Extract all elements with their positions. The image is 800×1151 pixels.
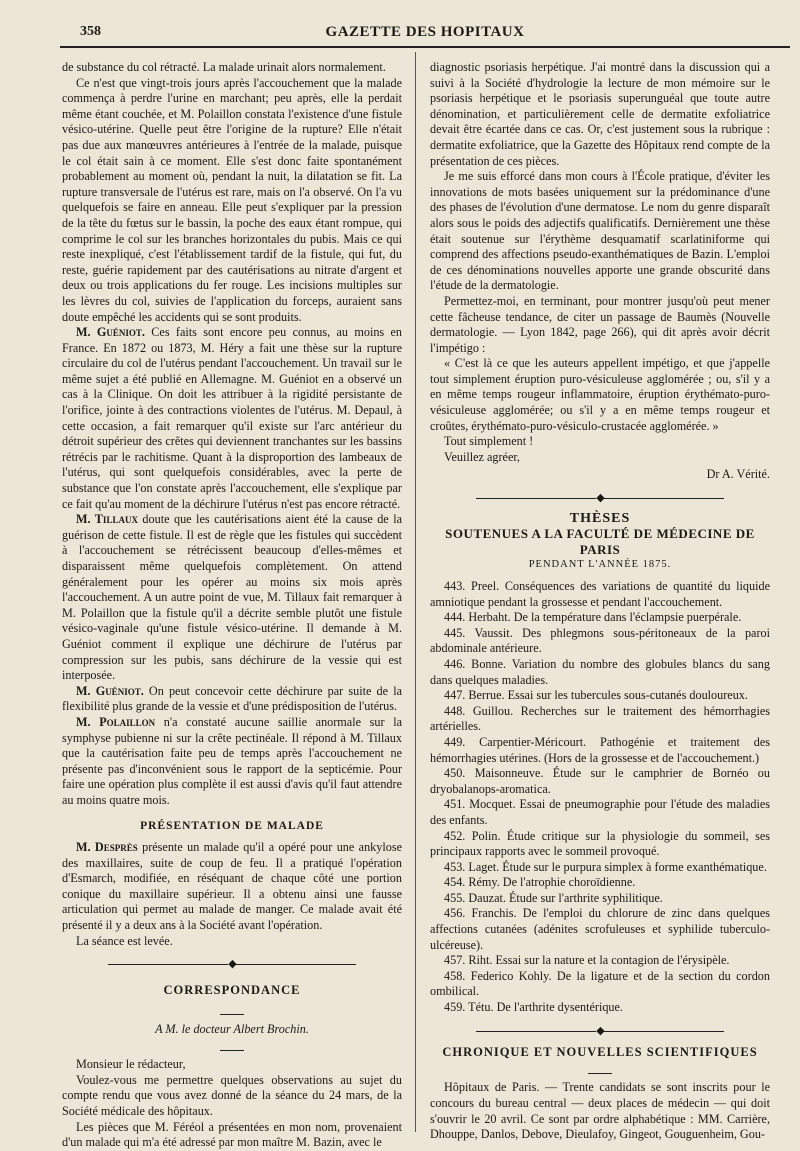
paragraph bbox=[62, 684, 402, 715]
list-item: 445. Vaussit. Des phlegmons sous-péritoneaux de la paroi abdominale antérieure. bbox=[430, 625, 770, 656]
paragraph: Les pièces que M. Féréol a présentées en mon nom, provenaient d'un malade qui m'a été adressé par mon maître M. Bazin, avec le bbox=[62, 1119, 402, 1150]
list-item: 452. Polin. Étude critique sur la physiologie du sommeil, ses principaux rapports avec le sommeil provoqué. bbox=[430, 828, 770, 859]
list-item: 455. Dauzat. Étude sur l'arthrite syphilitique. bbox=[444, 890, 663, 905]
paragraph: La séance est levée. bbox=[76, 933, 173, 948]
paragraph bbox=[62, 325, 402, 512]
paragraph: Voulez-vous me permettre quelques observations au sujet du compte rendu que vous avez donné de la séance du 24 mars, de la Société médicale des hôpitaux. bbox=[62, 1072, 402, 1118]
paragraph: diagnostic psoriasis herpétique. J'ai montré dans la discussion qui a suivi à la Société d'hydrologie la lecture de mon mémoire sur le psoriasis herpétique et le psoriasis superunguéal que toute autre dénomination, et particulièrement celle de dermatite exfoliatrice devait être écartée dans ce cas. Or, c'est justement sous la rubrique : dermatite exfoliatrice, que la Gazette des Hôpitaux rend compte de la présentation de ces pièces. bbox=[430, 60, 770, 168]
list-item: 449. Carpentier-Méricourt. Pathogénie et traitement des hémorrhagies utérines. (Hors de la grossesse et de l'accouchement.) bbox=[430, 734, 770, 765]
paragraph bbox=[62, 715, 402, 809]
paragraph-text: Ces faits sont encore peu connus, au moins en France. En 1872 ou 1873, M. Héry a fait une thèse sur la rupture circulaire du col de l'utérus pendant l'accouchement. Un travail sur le même sujet a été publié en Allemagne. M. Guéniot en a observé un cas à la Clinique. On doit les attribuer à la rigidité persistante de l'orifice, jointe à des contractions violentes de l'utérus. M. Depaul, à cette occasion, a fait remarquer qu'il existe sur l'arc antérieur du détroit supérieur des crêtes qui deviennent tranchantes sur les bassins rétrécis par le rachitisme. Quant à la disproportion des lambeaux de l'utérus, qui sont quelquefois considérables, avec la perte de substance que l'on constate après l'accouchement, elle s'explique par ce fait qu'au moment de la déchirure l'utérus n'est pas encore rétracté. bbox=[62, 325, 403, 511]
paragraph bbox=[62, 512, 402, 684]
paragraph: Je me suis efforcé dans mon cours à l'École pratique, d'éviter les innovations de mots basées uniquement sur la prédominance d'une des phases de l'évolution d'une dermatose. Le nom du genre disparaît alors sous le poids des adjectifs qualificatifs. Dernièrement une thèse était soutenue sur l'érythème desquamatif scarlatiniforme qui comprend des affections pseudo-exanthématiques de Bazin. L'emploi de ces dénominations nouvelles apporte une grande obscurité dans l'étude de la dermatologie. bbox=[430, 169, 770, 293]
list-item: 457. Riht. Essai sur la nature et la contagion de l'érysipèle. bbox=[444, 953, 730, 968]
list-item: 458. Federico Kohly. De la ligature et de la section du cordon ombilical. bbox=[430, 968, 770, 999]
paragraph bbox=[62, 840, 402, 934]
short-rule bbox=[430, 1063, 770, 1079]
section-year: PENDANT L'ANNÉE 1875. bbox=[528, 559, 672, 571]
paragraph-text: doute que les cautérisations aient été la cause de la guérison de cette fistule. Il est de règle que les fistules qui succèdent à l'accouchement se rétrécissent beaucoup d'elles-mêmes et disparaissent même quelquefois complètement. On attend généralement pour les opérer au moins six mois après l'accouchement. A un autre point de vue, M. Tillaux fait remarquer à M. Polaillon que la fistule qu'il a décrite semble plutôt une fistule vésico-vaginale qu'une fistule vésico-utérine. Il demande à M. Guéniot comment il explique une déchirure de l'utérus par compression sur les pubis, sans déchirure de la vessie qui est interposée. bbox=[62, 512, 402, 683]
paragraph: Permettez-moi, en terminant, pour montrer jusqu'où peut mener cette fâcheuse tendance, de citer un passage de Baumès (Nouvelle dermatologie. — Lyon 1842, page 266), qui dit après avoir décrit l'impétigo : bbox=[430, 293, 770, 355]
left-column bbox=[62, 60, 402, 1151]
section-heading: PRÉSENTATION DE MALADE bbox=[140, 819, 324, 832]
list-item: 447. Berrue. Essai sur les tubercules sous-cutanés douloureux. bbox=[444, 688, 748, 703]
speaker-name: M. Polaillon bbox=[76, 714, 156, 729]
list-item: 454. Rémy. De l'atrophie choroïdienne. bbox=[444, 875, 636, 890]
section-subheading: SOUTENUES A LA FACULTÉ DE MÉDECINE DE PARIS bbox=[445, 526, 755, 557]
paragraph-text: n'a constaté aucune saillie anormale sur la symphyse pubienne ni sur la crête pectinéale. Il répond à M. Tillaux que la cautérisation faite peu de temps après l'accouchement ne présente pas d'inconvénient sous le rapport de la septicémie. Pour faire une opération plus complète il est aussi d'avis qu'il faut attendre au moins quatre mois. bbox=[62, 714, 402, 807]
speaker-name: M. Desprès bbox=[76, 840, 138, 855]
list-item: 443. Preel. Conséquences des variations de quantité du liquide amniotique pendant la grossesse et pendant l'accouchement. bbox=[430, 579, 770, 609]
list-item: 459. Tétu. De l'arthrite dysentérique. bbox=[444, 1000, 623, 1015]
paragraph: Tout simplement ! bbox=[444, 434, 534, 449]
speaker-name: M. Tillaux bbox=[76, 512, 138, 527]
column-divider bbox=[415, 52, 416, 1132]
speaker-name: M. Guéniot. bbox=[76, 325, 145, 340]
list-item: 450. Maisonneuve. Étude sur le camphrier de Bornéo ou dryobalanops-aromatica. bbox=[430, 766, 770, 796]
paragraph: Veuillez agréer, bbox=[444, 449, 520, 464]
section-heading: CHRONIQUE ET NOUVELLES SCIENTIFIQUES bbox=[442, 1045, 758, 1060]
list-item: 451. Mocquet. Essai de pneumographie pour l'étude des maladies des enfants. bbox=[430, 797, 770, 827]
letter-address: A M. le docteur Albert Brochin. bbox=[155, 1022, 309, 1037]
list-item: 456. Franchis. De l'emploi du chlorure de zinc dans quelques affections cutanées (adénites scrofuleuses et syphilide tuberculo-ulcéreuse). bbox=[430, 906, 770, 952]
page-number: 358 bbox=[80, 24, 101, 39]
paragraph-text: On peut concevoir cette déchirure par suite de la flexibilité plus grande de la vessie et d'une prédisposition de l'utérus. bbox=[62, 683, 402, 714]
paragraph: Ce n'est que vingt-trois jours après l'accouchement que la malade commença à perdre l'urine en marchant; peu après, elle la perdait même étant couchée, et M. Polaillon constata l'existence d'une fistule vésico-utérine. Quelle peut être l'origine de la rupture? Elle n'était pas due aux manœuvres antérieures à l'entrée de la malade, puisque le col était sain à ce moment. Elle s'est donc faite spontanément probablement au moment où, pendant la nuit, la dilatation se fit. La rupture transversale de l'utérus est rare, mais on l'a observé. On l'a vu quelquefois se faire en anneau. Elle peut s'expliquer par la pression de la tête du fœtus sur le bassin, la poche des eaux étant rompue, qui comprime le col sur les branches horizontales du pubis. Mais ce qui reste inexpliqué, c'est l'établissement tardif de la fistule, qui fut, du reste, guérie rapidement par des cautérisations au nitrate d'argent et deux ou trois applications du fer rouge. Les incisions multiples sur les lèvres du col, suivies de l'application du forceps, auraient sans doute empêché les accidents qui se sont produits. bbox=[62, 75, 402, 324]
section-separator: ◆ bbox=[430, 1024, 770, 1040]
right-column bbox=[430, 60, 770, 1143]
journal-title: GAZETTE DES HOPITAUX bbox=[325, 24, 525, 40]
paragraph-text: présente un malade qu'il a opéré pour une ankylose des maxillaires, suite de coup de feu. Il a pratiqué l'opération d'Esmarch, modifiée, en réséquant de chaque côté une portion conique du maxillaire supérieur. Il a obtenu ainsi une fausse articulation qui permet au malade de manger. Ce malade avait été présenté il y a deux ans à la Société avant l'opération. bbox=[62, 840, 402, 933]
paragraph: Hôpitaux de Paris. — Trente candidats se sont inscrits pour le concours du bureau central — deux places de médecin — qui doit s'ouvrir le 20 avril. Ce sont par ordre alphabétique : MM. Carrière, Dhouppe, Danlos, Debove, Dieulafoy, Gingeot, Gouguenheim, Gou- bbox=[430, 1080, 770, 1142]
paragraph: « C'est là ce que les auteurs appellent impétigo, et que j'appelle tout simplement éruption puro-vésiculeuse agglomérée ; ou, s'il y a en même temps rougeur inflammatoire, éruption érythémato-puro-vésiculeuse agglomérée; ou s'il y a en même temps rougeur et croûtes, érythémato-puro-vésiculo-crustacée agglomérée. » bbox=[430, 356, 770, 433]
list-item: 448. Guillou. Recherches sur le traitement des hémorrhagies artérielles. bbox=[430, 703, 770, 734]
short-rule bbox=[62, 1004, 402, 1020]
paragraph: Monsieur le rédacteur, bbox=[76, 1057, 186, 1072]
speaker-name: M. Guéniot. bbox=[76, 683, 144, 698]
paragraph: de substance du col rétracté. La malade urinait alors normalement. bbox=[62, 60, 386, 74]
short-rule bbox=[62, 1040, 402, 1056]
signature: Dr A. Vérité. bbox=[706, 467, 770, 482]
section-separator: ◆ bbox=[430, 491, 770, 507]
section-heading: CORRESPONDANCE bbox=[163, 982, 301, 997]
list-item: 446. Bonne. Variation du nombre des globules blancs du sang dans quelques maladies. bbox=[430, 656, 770, 687]
list-item: 444. Herbaht. De la température dans l'éclampsie puerpérale. bbox=[444, 610, 742, 625]
list-item: 453. Laget. Étude sur le purpura simplex à forme exanthématique. bbox=[444, 859, 767, 874]
running-header bbox=[60, 18, 790, 48]
section-separator: ◆ bbox=[62, 957, 402, 973]
section-heading: THÈSES bbox=[569, 510, 631, 526]
theses-list bbox=[430, 579, 770, 1016]
